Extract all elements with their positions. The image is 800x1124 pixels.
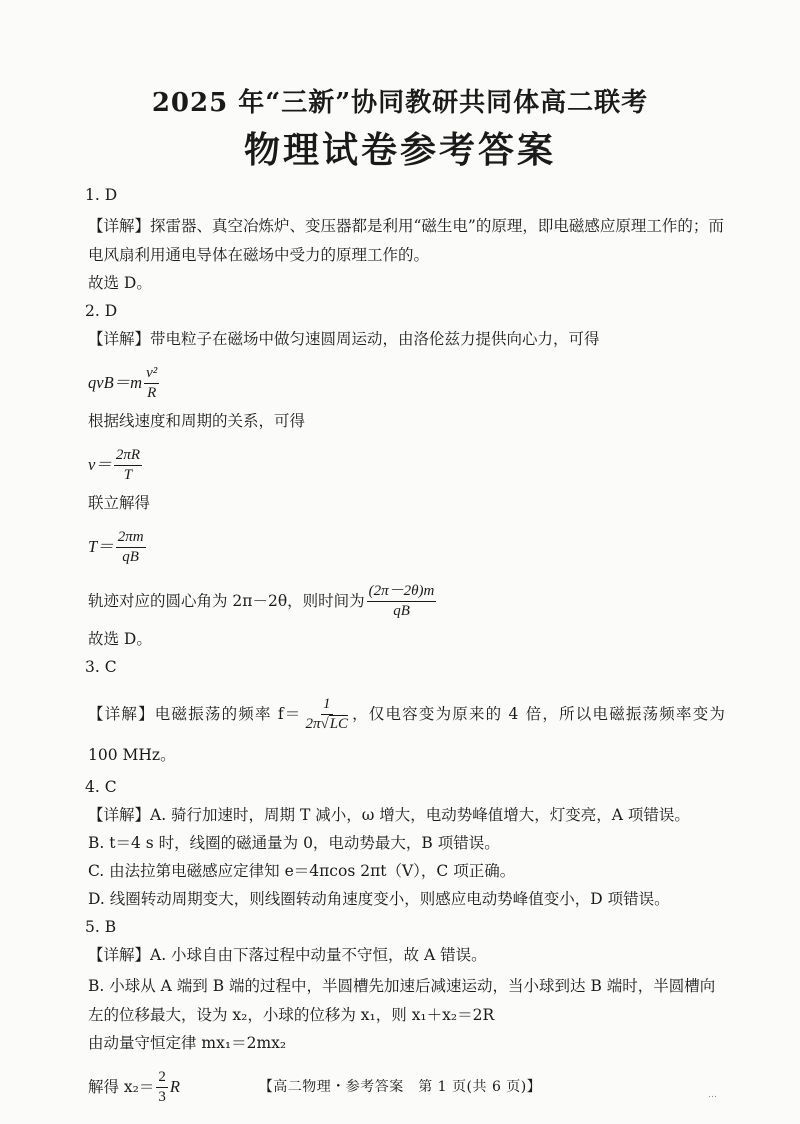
- result-rhs: R: [169, 1077, 180, 1096]
- question-3-number: 3. C: [85, 658, 117, 676]
- sqrt-lc: LC: [329, 715, 349, 732]
- question-5-option-a: 【详解】A. 小球自由下落过程中动量不守恒，故 A 错误。: [88, 946, 487, 964]
- fraction-numerator: 2: [156, 1069, 168, 1088]
- question-2-time-line: [88, 574, 728, 628]
- equation-lhs: v＝: [88, 455, 112, 474]
- answer-content: [85, 184, 728, 1114]
- question-5-option-b: B. 小球从 A 端到 B 端的过程中，半圆槽先加速后减速运动，当小球到达 B 端时，半圆槽向左的位移最大，设为 x₂，小球的位移为 x₁，则 x₁＋x₂＝2R: [88, 977, 716, 1024]
- fraction-denominator: qB: [393, 602, 410, 619]
- question-3-detail-b: ，仅电容变为原来的 4 倍，所以电磁振荡频率变为: [352, 705, 727, 723]
- question-3-detail: [88, 684, 728, 744]
- question-2-number: 2. D: [85, 302, 118, 320]
- answer-key-title: 物理试卷参考答案: [243, 129, 556, 171]
- equation-lhs: T＝: [88, 537, 114, 556]
- question-5-momentum: 由动量守恒定律 mx₁＝2mx₂: [88, 1034, 287, 1052]
- fraction-denominator: 3: [158, 1088, 166, 1105]
- question-4-option-d: D. 线圈转动周期变大，则线圈转动角速度变小，则感应电动势峰值变小，D 项错误。: [88, 890, 670, 908]
- fraction-denominator: qB: [122, 548, 139, 565]
- question-4-number: 4. C: [85, 778, 117, 796]
- question-2-conclusion: 故选 D。: [88, 630, 152, 648]
- question-1-number: 1. D: [85, 186, 118, 204]
- equation-lhs: qvB＝m: [88, 373, 143, 392]
- exam-title: 2025 年“三新”协同教研共同体高二联考: [151, 88, 649, 118]
- fraction-numerator: (2π－2θ)m: [367, 583, 437, 602]
- fraction-denominator: R: [147, 384, 157, 401]
- fraction-numerator: 1: [321, 696, 333, 715]
- question-1-detail: 【详解】探雷器、真空冶炼炉、变压器都是利用“磁生电”的原理，即电磁感应原理工作的；而电风扇利用通电导体在磁场中受力的原理工作的。: [88, 217, 724, 264]
- fraction-denominator: 2π√LC: [305, 715, 349, 732]
- question-3-detail-c: 100 MHz。: [88, 746, 176, 764]
- result-lhs: 解得 x₂＝: [88, 1078, 155, 1096]
- corner-mark: …: [708, 1090, 717, 1100]
- question-1-conclusion: 故选 D。: [88, 274, 152, 292]
- fraction: [144, 365, 159, 402]
- fraction-numerator: v²: [144, 365, 159, 384]
- question-2-detail: 【详解】带电粒子在磁场中做匀速圆周运动，由洛伦兹力提供向心力，可得: [88, 330, 600, 348]
- equation-period: [88, 520, 728, 574]
- question-3-detail-a: 【详解】电磁振荡的频率 f＝: [88, 705, 302, 723]
- equation-velocity: [88, 438, 728, 492]
- question-2-text-2: 根据线速度和周期的关系，可得: [88, 412, 306, 430]
- question-4-option-b: B. t＝4 s 时，线圈的磁通量为 0，电动势最大，B 项错误。: [88, 834, 500, 852]
- question-5-number: 5. B: [85, 918, 117, 936]
- equation-lorentz-force: [88, 356, 728, 410]
- fraction-denominator: T: [123, 466, 133, 483]
- question-4-option-a: 【详解】A. 骑行加速时，周期 T 减小，ω 增大，电动势峰值增大，灯变亮，A 项错误。: [88, 806, 690, 824]
- frequency-fraction: [303, 696, 350, 733]
- fraction: [367, 583, 437, 620]
- fraction: [116, 529, 146, 566]
- fraction-numerator: 2πR: [114, 447, 142, 466]
- fraction-numerator: 2πm: [116, 529, 146, 548]
- question-4-option-c: C. 由法拉第电磁感应定律知 e＝4πcos 2πt（V），C 项正确。: [88, 862, 516, 880]
- fraction: [114, 447, 142, 484]
- two-pi: 2π: [305, 715, 321, 732]
- question-2-text-4: 轨迹对应的圆心角为 2π－2θ，则时间为: [88, 592, 365, 610]
- question-2-text-3: 联立解得: [88, 494, 151, 512]
- page-footer: 【高二物理・参考答案 第 1 页(共 6 页)】: [258, 1079, 542, 1095]
